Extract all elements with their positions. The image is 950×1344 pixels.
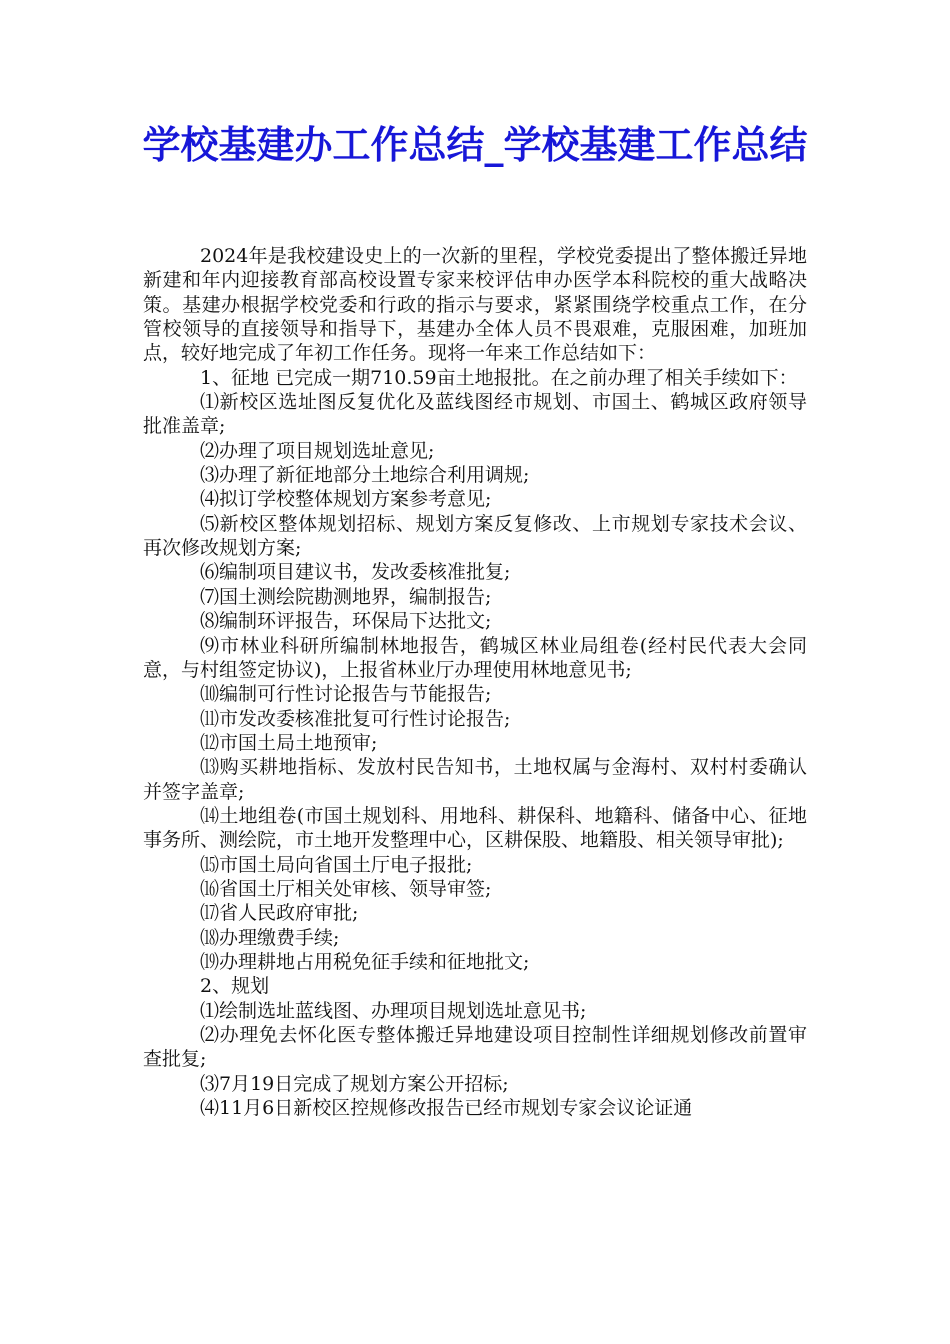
paragraph: ⒁土地组卷(市国土规划科、用地科、耕保科、地籍科、储备中心、征地事务所、测绘院，市土地开发整理中心，区耕保股、地籍股、相关领导审批); (143, 804, 807, 852)
paragraph: ⑶办理了新征地部分土地综合利用调规; (200, 464, 530, 487)
paragraph: ⒄省人民政府审批; (200, 902, 359, 925)
paragraph: ⑺国土测绘院勘测地界，编制报告; (200, 585, 492, 608)
paragraph: ⑹编制项目建议书，发改委核准批复; (200, 561, 511, 584)
paragraph: ⒆办理耕地占用税免征手续和征地批文; (200, 950, 530, 973)
document-body (143, 244, 807, 1120)
paragraph: ⑽编制可行性讨论报告与节能报告; (200, 683, 492, 706)
paragraph: ⑻编制环评报告，环保局下达批文; (200, 610, 492, 633)
paragraph: ⒃省国土厅相关处审核、领导审签; (200, 877, 492, 900)
paragraph: ⑷拟订学校整体规划方案参考意见; (200, 488, 492, 511)
paragraph: ⒂市国土局向省国土厅电子报批; (200, 853, 473, 876)
paragraph: ⑷11月6日新校区控规修改报告已经市规划专家会议论证通 (200, 1097, 693, 1120)
paragraph: ⑴绘制选址蓝线图、办理项目规划选址意见书; (200, 999, 587, 1022)
paragraph: 1、征地 已完成一期710.59亩土地报批。在之前办理了相关手续如下： (200, 366, 798, 389)
paragraph: ⑵办理免去怀化医专整体搬迁异地建设项目控制性详细规划修改前置审查批复; (143, 1024, 807, 1071)
paragraph: ⑶7月19日完成了规划方案公开招标; (200, 1072, 509, 1095)
document-title: 学校基建办工作总结_学校基建工作总结 (142, 122, 808, 167)
paragraph: ⑿市国土局土地预审; (200, 731, 378, 754)
paragraph: ⑸新校区整体规划招标、规划方案反复修改、上市规划专家技术会议、再次修改规划方案; (143, 512, 807, 560)
paragraph: ⑵办理了项目规划选址意见; (200, 439, 435, 462)
paragraph: ⒀购买耕地指标、发放村民告知书，土地权属与金海村、双村村委确认并签字盖章; (143, 756, 807, 803)
paragraph: 2、规划 (200, 975, 270, 998)
paragraph: ⑴新校区选址图反复优化及蓝线图经市规划、市国土、鹤城区政府领导批准盖章; (143, 391, 807, 438)
paragraph: ⑼市林业科研所编制林地报告，鹤城区林业局组卷(经村民代表大会同意，与村组签定协议)，上报省林业厅办理使用林地意见书; (143, 634, 807, 681)
paragraph: ⑾市发改委核准批复可行性讨论报告; (200, 707, 511, 730)
paragraph: 2024年是我校建设史上的一次新的里程，学校党委提出了整体搬迁异地新建和年内迎接教育部高校设置专家来校评估申办医学本科院校的重大战略决策。基建办根据学校党委和行政的指示与要求，紧紧围绕学校重点工作，在分管校领导的直接领导和指导下，基建办全体人员不畏艰难，克服困难，加班加点，较好地完成了年初工作任务。现将一年来工作总结如下： (143, 245, 807, 365)
paragraph: ⒅办理缴费手续; (200, 926, 340, 949)
